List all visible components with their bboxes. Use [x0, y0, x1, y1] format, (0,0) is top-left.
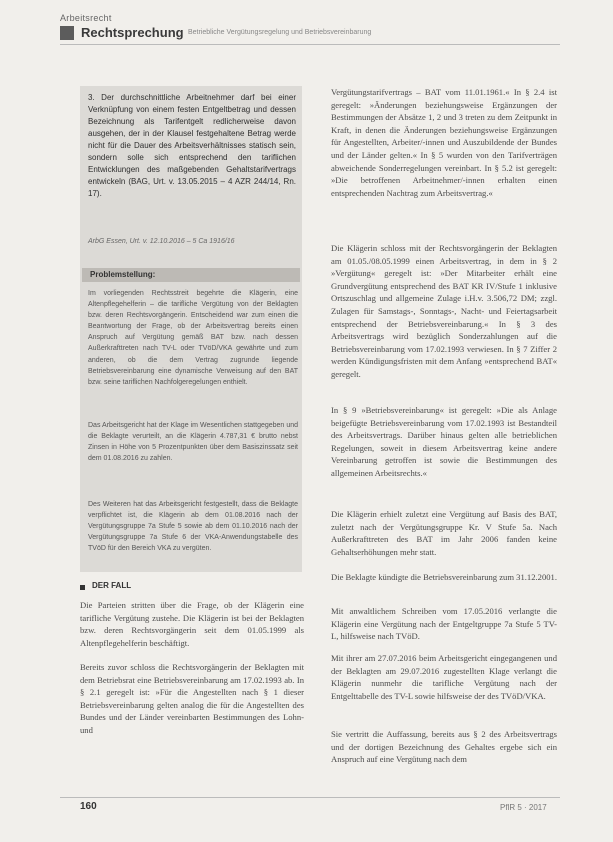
fall-paragraph-2: Bereits zuvor schloss die Rechtsvorgängerin der Beklagten mit dem Betriebsrat eine Betriebsvereinbarung am 17.02.1993 ab. In § 2.1 geregelt ist: »Für die Angestellten nach § 1 dieser Betriebsvereinbarung gelten analog die für die Angestellten des Bundes und der Länder vereinbarten Bestimmungen des Lohn- und: [80, 662, 304, 735]
right-paragraph-1: Vergütungstarifvertrags – BAT vom 11.01.1961.« In § 2.4 ist geregelt: »Änderungen beziehungsweise Ergänzungen der Bestimmungen der Absätze 1, 2 und 3 treten zu dem Zeitpunkt in Kraft, in denen die Änderungen beziehungsweise Ergänzungen für Angestellten, Arbeiter/-innen und Auszubildende der Bundes und der Länder gelten.« In § 5 wurden von den Tarifverträgen abweichende Sonderregelungen vereinbart. In § 5.2 ist geregelt: »Die betroffenen Arbeitnehmer/-innen erhalten einen entsprechenden Nachtrag zum Arbeitsvertrag.«: [331, 87, 557, 198]
right-paragraph-8: Sie vertritt die Auffassung, bereits aus § 2 des Arbeitsvertrags und der dortigen Bezeichnung des Gehaltes ergebe sich ein Anspruch auf eine Vergütung nach dem: [331, 729, 557, 765]
footer-divider: [60, 797, 560, 798]
right-paragraph-3: In § 9 »Betriebsvereinbarung« ist geregelt: »Die als Anlage beigefügte Betriebsvereinbarung vom 17.02.1993 ist Bestandteil des Arbeitsvertrags. Darüber hinaus gelten alle betrieblichen Regelungen, soweit in diesem Arbeitsvertrag keine andere Vereinbarung getroffen ist sowie die Bestimmungen des allgemeinen Arbeitsrechts.«: [331, 405, 557, 478]
problem-paragraph-3: Des Weiteren hat das Arbeitsgericht festgestellt, dass die Beklagte verpflichtet ist, die Klägerin ab dem 01.08.2016 nach der Vergütungsgruppe 7a Stufe 5 sowie ab dem 01.10.2016 nach der Vergütungsgruppe 7a Stufe 6 der VKA-Anwendungstabelle des TVöD für den Bereich VKA zu vergüten.: [88, 501, 298, 553]
page-subtitle: Betriebliche Vergütungsregelung und Betriebsvereinbarung: [188, 29, 372, 36]
right-paragraph-2: Die Klägerin schloss mit der Rechtsvorgängerin der Beklagten am 01.05./08.05.1999 einen Arbeitsvertrag, in dem in § 2 »Vergütung« geregelt ist: »Der Mitarbeiter erhält eine Grundvergütung entsprechend des BAT KR IV/Stufe 1 inklusive Ortszuschlag und allgemeine Zulage i.H.v. 3.506,72 DM; zzgl. Zulagen für Samstags-, Sonntags-, Nacht- und Feiertagsarbeit entsprechend der Betriebsvereinbarung.« In § 3 des Arbeitsvertrags wird bezüglich Sonderzahlungen auf die Betriebsvereinbarung vom 17.02.1993 verwiesen. In § 7 Ziffer 2 werden Kündigungsfristen mit dem Anfang »entsprechend BAT« geregelt.: [331, 243, 557, 379]
journal-issue: PflR 5 · 2017: [500, 803, 547, 812]
section-label: Arbeitsrecht: [60, 13, 112, 23]
fall-heading: DER FALL: [92, 581, 132, 590]
section-bullet-icon: [80, 585, 85, 590]
right-paragraph-6: Mit anwaltlichem Schreiben vom 17.05.2016 verlangte die Klägerin eine Vergütung nach der Entgeltgruppe 7a Stufe 5 TV-L, hilfsweise nach TVöD.: [331, 606, 557, 642]
problem-paragraph-2: Das Arbeitsgericht hat der Klage im Wesentlichen stattgegeben und die Beklagte verurteilt, an die Klägerin 4.787,31 € brutto nebst Zinsen in Höhe von 5 Prozentpunkten über dem Basiszinssatz seit dem 01.08.2016 zu zahlen.: [88, 422, 298, 463]
problem-heading: Problemstellung:: [90, 270, 156, 279]
header-divider: [60, 44, 560, 45]
header-marker-square: [60, 26, 74, 40]
court-citation: ArbG Essen, Urt. v. 12.10.2016 – 5 Ca 1916/16: [88, 238, 235, 245]
right-paragraph-4: Die Klägerin erhielt zuletzt eine Vergütung auf Basis des BAT, zuletzt nach der Vergütungsgruppe Kr. V Stufe 5a. Nach Außerkrafttreten des BAT im Jahr 2006 fanden keine Gehaltserhöhungen mehr statt.: [331, 509, 557, 557]
problem-paragraph-1: Im vorliegenden Rechtsstreit begehrte die Klägerin, eine Altenpflegehelferin – die tarifliche Vergütung von der Beklagten bzw. deren Rechtsvorgängerin. Entscheidend war zum einen die Beantwortung der Frage, ob der Arbeitsvertrag bereits einen Anspruch auf Vergütung gemäß BAT bzw. nach dessen Außerkrafttreten nach TV-L oder TVöD/VKA gewährte und zum anderen, ob die dem Vertrag zugrunde liegende Betriebsvereinbarung eine dynamische Verweisung auf den BAT bzw. seine tariflichen Nachfolgeregelungen enthielt.: [88, 290, 298, 386]
headnote-text: 3. Der durchschnittliche Arbeitnehmer darf bei einer Verknüpfung von einem festen Entgeltbetrag und dessen Bezeichnung als Tarifentgelt redlicherweise davon ausgehen, der in der Klausel festgehaltene Betrag werde nicht für die Dauer des Arbeitsverhältnisses statisch sein, sondern solle sich entsprechend den tariflichen Entwicklungen des maßgebenden Gehaltstarifvertrags entwickeln (BAG, Urt. v. 13.05.2015 – 4 AZR 244/14, Rn. 17).: [88, 93, 296, 198]
right-paragraph-5: Die Beklagte kündigte die Betriebsvereinbarung zum 31.12.2001.: [331, 572, 558, 582]
right-paragraph-7: Mit ihrer am 27.07.2016 beim Arbeitsgericht eingegangenen und der Beklagten am 29.07.2016 zugestellten Klage verlangt die Klägerin nunmehr die tarifliche Vergütung nach der Entgelttabelle des TV-L sowie hilfsweise der des TVöD/VKA.: [331, 653, 557, 701]
page-title: Rechtsprechung: [81, 25, 184, 40]
fall-paragraph-1: Die Parteien stritten über die Frage, ob der Klägerin eine tarifliche Vergütung zustehe. Die Klägerin ist bei der Beklagten bzw. deren Rechtsvorgängerin seit dem 01.05.1999 als Altenpflegehelferin beschäftigt.: [80, 600, 304, 648]
page-number: 160: [80, 801, 97, 812]
